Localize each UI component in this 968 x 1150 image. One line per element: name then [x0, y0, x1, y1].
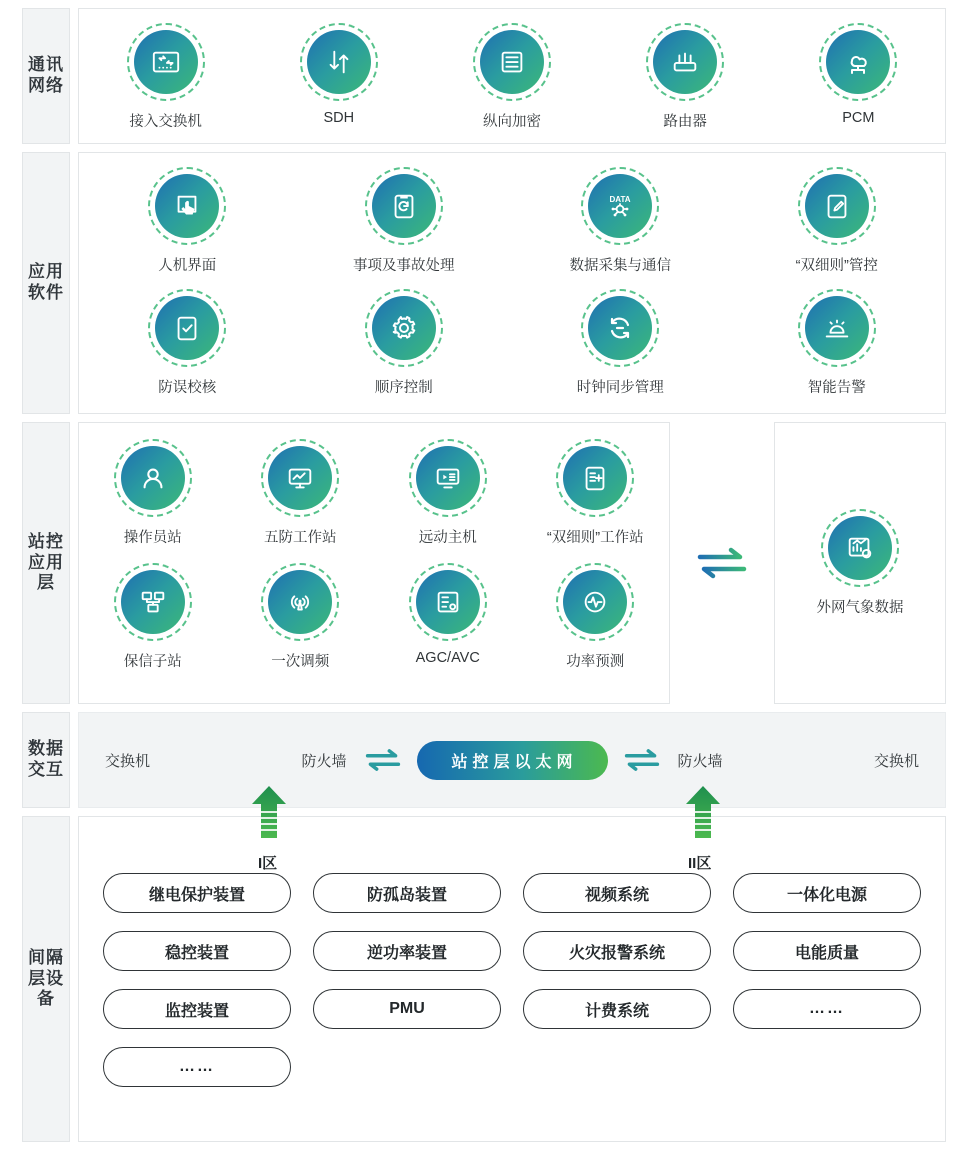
- band-station-control-layer: [22, 422, 946, 704]
- node-row: [79, 289, 945, 397]
- bidirectional-arrows-icon: [622, 746, 662, 774]
- icon-wrap: [261, 563, 339, 641]
- dashed-ring: [365, 289, 443, 367]
- dashed-ring: [148, 289, 226, 367]
- dashed-ring: [581, 167, 659, 245]
- node-label: 外网气象数据: [816, 600, 904, 616]
- station-main-panel: [78, 422, 670, 704]
- right-firewall-label: 防火墙: [677, 752, 723, 770]
- node-row: [79, 439, 669, 547]
- node-label: 人机界面: [158, 258, 217, 274]
- band-communication-network: [22, 8, 946, 144]
- node-label: 数据采集与通信: [569, 258, 671, 274]
- node-label: 功率预测: [566, 654, 625, 670]
- zone-label-1: I区: [258, 855, 278, 872]
- dashed-ring: [556, 563, 634, 641]
- node-label: 智能告警: [807, 380, 866, 396]
- device-pill[interactable]: 监控装置: [103, 989, 291, 1029]
- dashed-ring: [581, 289, 659, 367]
- node-primary-frequency-regulation[interactable]: [235, 563, 365, 671]
- icon-wrap: [261, 439, 339, 517]
- band-bay-level-devices: [22, 816, 946, 1142]
- node-label: 事项及事故处理: [353, 258, 455, 274]
- device-pill[interactable]: 电能质量: [733, 931, 921, 971]
- icon-wrap: [556, 439, 634, 517]
- node-label: “双细则”管控: [795, 258, 878, 274]
- svg-text:DATA: DATA: [609, 195, 631, 204]
- icon-wrap: [819, 23, 897, 101]
- node-telecontrol-host[interactable]: [383, 439, 513, 547]
- node-label: 一次调频: [271, 654, 330, 670]
- bidirectional-arrows-icon: [694, 543, 750, 583]
- node-protection-substation[interactable]: [88, 563, 218, 671]
- node-row: [79, 167, 945, 275]
- dashed-ring: [300, 23, 378, 101]
- node-pcm[interactable]: [786, 23, 930, 126]
- device-pill[interactable]: 视频系统: [523, 873, 711, 913]
- bidirectional-arrows-icon: [363, 746, 403, 774]
- device-pill[interactable]: 继电保护装置: [103, 873, 291, 913]
- icon-wrap: [409, 563, 487, 641]
- node-label: AGC/AVC: [415, 650, 480, 666]
- node-label: “双细则”工作站: [546, 530, 644, 546]
- device-pill-more[interactable]: ……: [103, 1047, 291, 1087]
- icon-wrap: [581, 289, 659, 367]
- icon-wrap: [409, 439, 487, 517]
- device-pill[interactable]: 逆功率装置: [313, 931, 501, 971]
- dashed-ring: [114, 563, 192, 641]
- dashed-ring: [127, 23, 205, 101]
- node-two-rules-control[interactable]: [765, 167, 909, 275]
- dashed-ring: [114, 439, 192, 517]
- node-hmi[interactable]: [115, 167, 259, 275]
- icon-wrap: [114, 563, 192, 641]
- node-row: [79, 563, 669, 671]
- dashed-ring: [365, 167, 443, 245]
- ethernet-bus-label: 站控层以太网: [417, 741, 608, 780]
- node-operator-station[interactable]: [88, 439, 218, 547]
- band-label-station-control-layer: [22, 422, 70, 704]
- dashed-ring: [148, 167, 226, 245]
- band-label-application-software: [22, 152, 70, 414]
- node-intelligent-alarm[interactable]: [765, 289, 909, 397]
- node-access-switch[interactable]: [94, 23, 238, 131]
- device-pill[interactable]: 防孤岛装置: [313, 873, 501, 913]
- dashed-ring: [821, 509, 899, 587]
- icon-wrap: [300, 23, 378, 101]
- node-label: 防误校核: [158, 380, 217, 396]
- icon-wrap: [821, 509, 899, 587]
- node-five-prevention-workstation[interactable]: [235, 439, 365, 547]
- left-firewall-label: 防火墙: [301, 752, 347, 770]
- band-label-bay-level-devices: [22, 816, 70, 1142]
- band-label-text: 间隔层设备: [28, 947, 64, 1009]
- band-application-software: [22, 152, 946, 414]
- band-label-data-exchange: [22, 712, 70, 808]
- device-pill[interactable]: 稳控装置: [103, 931, 291, 971]
- node-label: 路由器: [663, 114, 707, 130]
- node-row: [79, 23, 945, 131]
- node-anti-misoperation-check[interactable]: [115, 289, 259, 397]
- dashed-ring: [261, 439, 339, 517]
- band-body-bay-level-devices: [78, 816, 946, 1142]
- dashed-ring: [409, 563, 487, 641]
- node-label: 纵向加密: [482, 114, 541, 130]
- node-longitudinal-encryption[interactable]: [440, 23, 584, 131]
- node-two-rules-workstation[interactable]: [530, 439, 660, 547]
- band-label-communication-network: [22, 8, 70, 144]
- node-router[interactable]: [613, 23, 757, 131]
- device-pill-more[interactable]: ……: [733, 989, 921, 1029]
- icon-wrap: [798, 167, 876, 245]
- icon-wrap: [148, 289, 226, 367]
- node-label: 接入交换机: [129, 114, 202, 130]
- node-label: SDH: [323, 110, 355, 126]
- dashed-ring: [646, 23, 724, 101]
- up-arrow-zone-2: [686, 786, 720, 838]
- node-label: 操作员站: [123, 530, 182, 546]
- band-body-communication-network: [78, 8, 946, 144]
- icon-wrap: [646, 23, 724, 101]
- left-switch-label: 交换机: [105, 752, 151, 770]
- dashed-ring: [798, 289, 876, 367]
- node-label: 五防工作站: [264, 530, 337, 546]
- node-external-weather-data[interactable]: [788, 509, 932, 617]
- icon-wrap: [365, 289, 443, 367]
- node-label: PCM: [842, 110, 875, 126]
- station-exchange-arrows: [680, 422, 764, 704]
- node-power-forecast[interactable]: [530, 563, 660, 671]
- device-grid: [103, 873, 921, 1087]
- icon-wrap: [114, 439, 192, 517]
- dashed-ring: [409, 439, 487, 517]
- band-label-text: 通讯网络: [28, 55, 64, 95]
- icon-wrap: [127, 23, 205, 101]
- icon-wrap: [556, 563, 634, 641]
- device-pill[interactable]: PMU: [313, 989, 501, 1029]
- band-label-text: 数据交互: [28, 739, 64, 779]
- node-label: 时钟同步管理: [576, 380, 664, 396]
- device-pill[interactable]: 一体化电源: [733, 873, 921, 913]
- node-label: 保信子站: [123, 654, 182, 670]
- icon-wrap: [365, 167, 443, 245]
- node-label: 顺序控制: [374, 380, 433, 396]
- band-label-text: 站控应用层: [28, 531, 64, 593]
- band-body-data-exchange: [78, 712, 946, 808]
- node-clock-sync-management[interactable]: [548, 289, 692, 397]
- node-sequence-control[interactable]: [332, 289, 476, 397]
- icon-wrap: [581, 167, 659, 245]
- dashed-ring: [556, 439, 634, 517]
- right-switch-label: 交换机: [874, 752, 920, 770]
- device-pill[interactable]: 计费系统: [523, 989, 711, 1029]
- device-pill[interactable]: 火灾报警系统: [523, 931, 711, 971]
- band-data-exchange: [22, 712, 946, 808]
- up-arrow-zone-1: [252, 786, 286, 838]
- band-body-station-control-layer: [78, 422, 946, 704]
- node-agc-avc[interactable]: [383, 563, 513, 666]
- band-body-application-software: [78, 152, 946, 414]
- dashed-ring: [261, 563, 339, 641]
- node-sdh[interactable]: [267, 23, 411, 126]
- node-data-acquisition-communication[interactable]: [548, 167, 692, 275]
- dashed-ring: [473, 23, 551, 101]
- zone-label-2: II区: [688, 855, 712, 872]
- dashed-ring: [798, 167, 876, 245]
- node-event-accident-handling[interactable]: [332, 167, 476, 275]
- icon-wrap: [148, 167, 226, 245]
- station-side-panel: [774, 422, 946, 704]
- dashed-ring: [819, 23, 897, 101]
- icon-wrap: [473, 23, 551, 101]
- node-label: 远动主机: [418, 530, 477, 546]
- band-label-text: 应用软件: [28, 262, 64, 302]
- icon-wrap: [798, 289, 876, 367]
